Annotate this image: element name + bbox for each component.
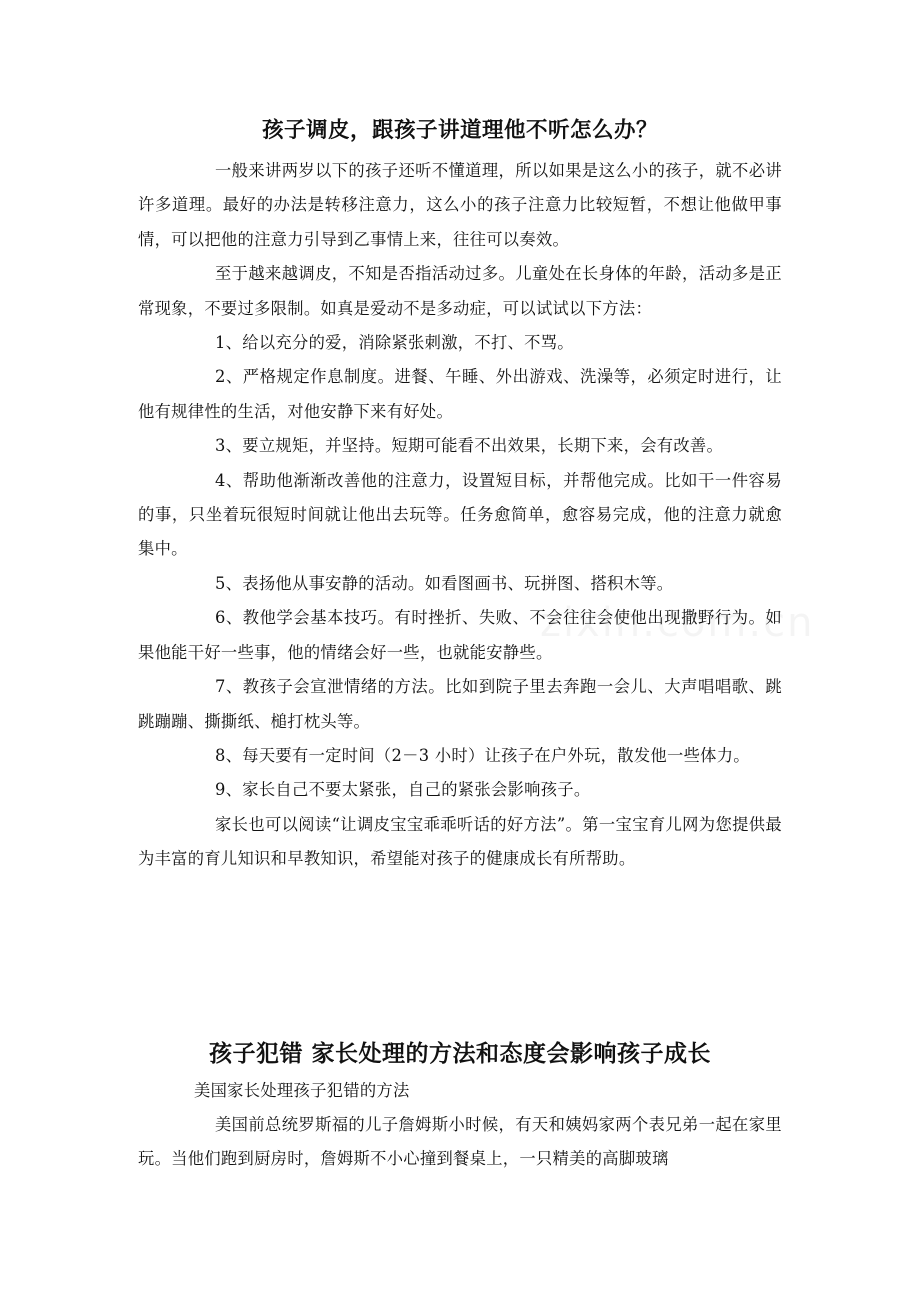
article-2 — [138, 1034, 782, 1177]
article-1-title: 孩子调皮，跟孩子讲道理他不听怎么办？ — [261, 118, 658, 143]
article-1-item-6: 6、教他学会基本技巧。有时挫折、失败、不会往往会使他出现撒野行为。如果他能干好一些事，他的情绪会好一些，也就能安静些。 — [138, 608, 782, 662]
article-1-item-3: 3、要立规矩，并坚持。短期可能看不出效果，长期下来，会有改善。 — [215, 436, 724, 456]
article-1-item-8: 8、每天要有一定时间（2－3 小时）让孩子在户外玩，散发他一些体力。 — [215, 745, 750, 765]
article-1-item-4: 4、帮助他渐渐改善他的注意力，设置短目标，并帮他完成。比如干一件容易的事，只坐着玩很短时间就让他出去玩等。任务愈简单，愈容易完成，他的注意力就愈集中。 — [138, 470, 782, 559]
article-2-subtitle: 美国家长处理孩子犯错的方法 — [194, 1081, 410, 1100]
article-2-paragraph-1: 美国前总统罗斯福的儿子詹姆斯小时候，有天和姨妈家两个表兄弟一起在家里玩。当他们跑到厨房时，詹姆斯不小心撞到餐桌上，一只精美的高脚玻璃 — [138, 1115, 782, 1169]
article-1-paragraph-1: 一般来讲两岁以下的孩子还听不懂道理，所以如果是这么小的孩子，就不必讲许多道理。最好的办法是转移注意力，这么小的孩子注意力比较短暂，不想让他做甲事情，可以把他的注意力引导到乙事情上来，往往可以奏效。 — [138, 161, 782, 249]
article-1 — [138, 113, 782, 877]
article-2-title: 孩子犯错 家长处理的方法和态度会影响孩子成长 — [208, 1041, 711, 1067]
article-1-item-2: 2、严格规定作息制度。进餐、午睡、外出游戏、洗澡等，必须定时进行，让他有规律性的生活，对他安静下来有好处。 — [138, 367, 782, 421]
article-1-closing-paragraph: 家长也可以阅读“让调皮宝宝乖乖听话的好方法”。第一宝宝育儿网为您提供最为丰富的育儿知识和早教知识，希望能对孩子的健康成长有所帮助。 — [138, 814, 782, 869]
article-1-item-7: 7、教孩子会宣泄情绪的方法。比如到院子里去奔跑一会儿、大声唱唱歌、跳跳蹦蹦、撕撕纸、槌打枕头等。 — [138, 677, 782, 731]
article-1-paragraph-2: 至于越来越调皮，不知是否指活动过多。儿童处在长身体的年龄，活动多是正常现象，不要过多限制。如真是爱动不是多动症，可以试试以下方法： — [138, 264, 782, 318]
article-1-item-9: 9、家长自己不要太紧张，自己的紧张会影响孩子。 — [215, 780, 591, 800]
article-1-item-5: 5、表扬他从事安静的活动。如看图画书、玩拼图、搭积木等。 — [215, 573, 674, 593]
article-1-item-1: 1、给以充分的爱，消除紧张刺激，不打、不骂。 — [215, 333, 574, 353]
